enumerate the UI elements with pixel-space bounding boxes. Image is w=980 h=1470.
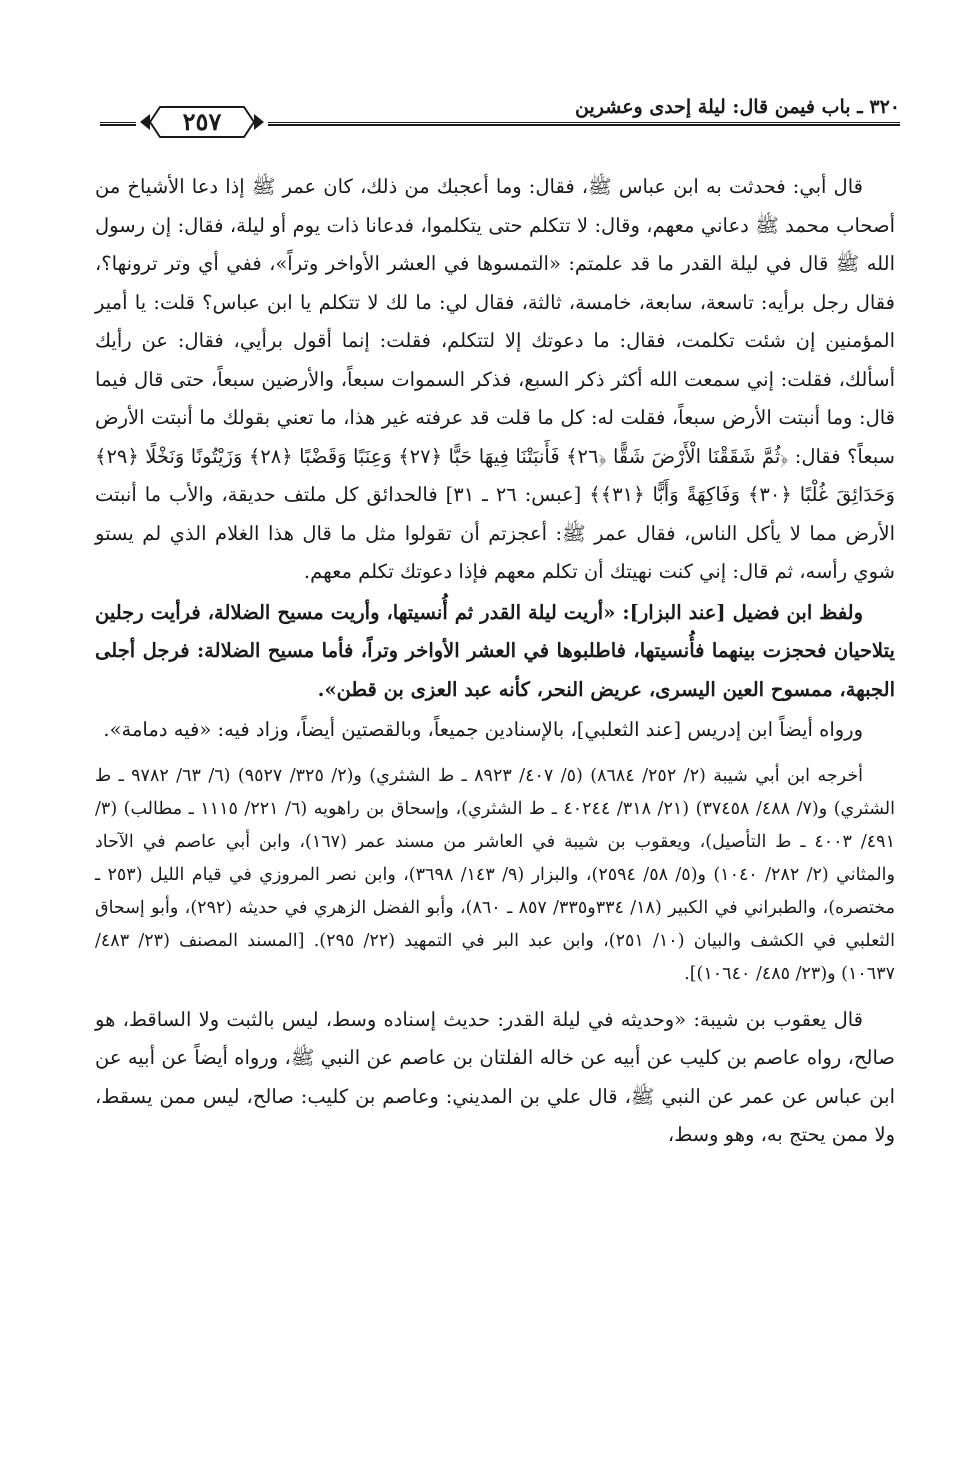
paragraph-ibn-fudayl: ولفظ ابن فضيل [عند البزار]: «أريت ليلة القدر ثم أُنسيتها، وأريت مسيح الضلالة، فرأيت رجلين يتلاحيان فحجزت بينهما فأُنسيتها، فاطلبوها في العشر الأواخر وتراً، فأما مسيح الضلالة: فرجل أجلى الجبهة، ممسوح العين اليسرى، عريض النحر، كأنه عبد العزى بن قطن». bbox=[95, 600, 895, 701]
page-body bbox=[95, 168, 895, 1155]
page-number-badge bbox=[136, 101, 268, 143]
page-number: ٢٥٧ bbox=[182, 107, 222, 136]
paragraph-yaqub-ibn-shayba: قال يعقوب بن شيبة: «وحديثه في ليلة القدر: حديث إسناده وسط، ليس بالثبت ولا الساقط، هو صالح، رواه عاصم بن كليب عن أبيه عن خاله الفلتان بن عاصم عن النبي ﷺ، ورواه أيضاً عن أبيه عن ابن عباس عن عمر عن النبي ﷺ، قال علي بن المديني: وعاصم بن كليب: صالح، ليس ممن يسقط، ولا ممن يحتج به، وهو وسط، bbox=[95, 1007, 895, 1146]
page-header bbox=[100, 86, 900, 146]
paragraph-takhrij: أخرجه ابن أبي شيبة (٢/ ٢٥٢/ ٨٦٨٤) (٥/ ٤٠٧/ ٨٩٢٣ ـ ط الشثري) و(٢/ ٣٢٥/ ٩٥٢٧) (٦/ ٦٣/ ٩٧٨٢ ـ ط الشثري) و(٧/ ٤٨٨/ ٣٧٤٥٨) (٢١/ ٣١٨/ ٤٠٢٤٤ ـ ط الشثري)، وإسحاق بن راهويه (٦/ ٢٢١/ ١١١٥ ـ مطالب) (٣/ ٤٩١/ ٤٠٠٣ ـ ط التأصيل)، ويعقوب بن شيبة في العاشر من مسند عمر (١٦٧)، وابن أبي عاصم في الآحاد والمثاني (٢/ ٢٨٢/ ١٠٤٠) و(٥/ ٥٨/ ٢٥٩٤)، والبزار (٩/ ١٤٣/ ٣٦٩٨)، وابن نصر المروزي في قيام الليل (٢٥٣ ـ مختصره)، والطبراني في الكبير (١٨/ ٣٣٤و٣٣٥/ ٨٥٧ ـ ٨٦٠)، وأبو الفضل الزهري في حديثه (٢٩٢)، وأبو إسحاق الثعلبي في الكشف والبيان (١٠/ ٢٥١)، وابن عبد البر في التمهيد (٢٢/ ٢٩٥). [المسند المصنف (٢٣/ ٤٨٣/ ١٠٦٣٧) و(٢٣/ ٤٨٥/ ١٠٦٤٠)]. bbox=[95, 765, 895, 984]
paragraph-hadith-ibn-abbas: قال أبي: فحدثت به ابن عباس ﷺ، فقال: وما أعجبك من ذلك، كان عمر ﷺ إذا دعا الأشياخ من أصحاب محمد ﷺ دعاني معهم، وقال: لا تتكلم حتى يتكلموا، فدعانا ذات يوم أو ليلة، فقال: إن رسول الله ﷺ قال في ليلة القدر ما قد علمتم: «التمسوها في العشر الأواخر وتراً»، ففي أي وتر ترونها؟، فقال رجل برأيه: تاسعة، سابعة، خامسة، ثالثة، فقال لي: ما لك لا تتكلم يا ابن عباس؟ قلت: يا أمير المؤمنين إن شئت تكلمت، فقال: ما دعوتك إلا لتتكلم، فقلت: إنما أقول برأيي، فقال: عن رأيك أسألك، فقلت: إني سمعت الله أكثر ذكر السبع، فذكر السموات سبعاً، والأرضين سبعاً، حتى قال فيما قال: وما أنبتت الأرض سبعاً، فقلت له: كل ما قلت قد عرفته غير هذا، ما تعني بقولك ما أنبتت الأرض سبعاً؟ فقال: ﴿ثُمَّ شَقَقْنَا الْأَرْضَ شَقًّا ﴿٢٦﴾ فَأَنبَتْنَا فِيهَا حَبًّا ﴿٢٧﴾ وَعِنَبًا وَقَضْبًا ﴿٢٨﴾ وَزَيْتُونًا وَنَخْلًا ﴿٢٩﴾ وَحَدَائِقَ غُلْبًا ﴿٣٠﴾ وَفَاكِهَةً وَأَبًّا ﴿٣١﴾﴾ [عبس: ٢٦ ـ ٣١] فالحدائق كل ملتف حديقة، والأب ما أنبتت الأرض مما لا يأكل الناس، فقال عمر ﷺ: أعجزتم أن تقولوا مثل ما قال هذا الغلام الذي لم يستو شوي رأسه، ثم قال: إني كنت نهيتك أن تكلم معهم فإذا دعوتك تكلم معهم. bbox=[95, 175, 895, 583]
chapter-title: ٣٢٠ ـ باب فيمن قال: ليلة إحدى وعشرين bbox=[575, 96, 900, 118]
paragraph-ibn-idris: ورواه أيضاً ابن إدريس [عند الثعلبي]، بالإسنادين جميعاً، وبالقصتين أيضاً، وزاد فيه: «فيه دمامة». bbox=[103, 718, 863, 741]
